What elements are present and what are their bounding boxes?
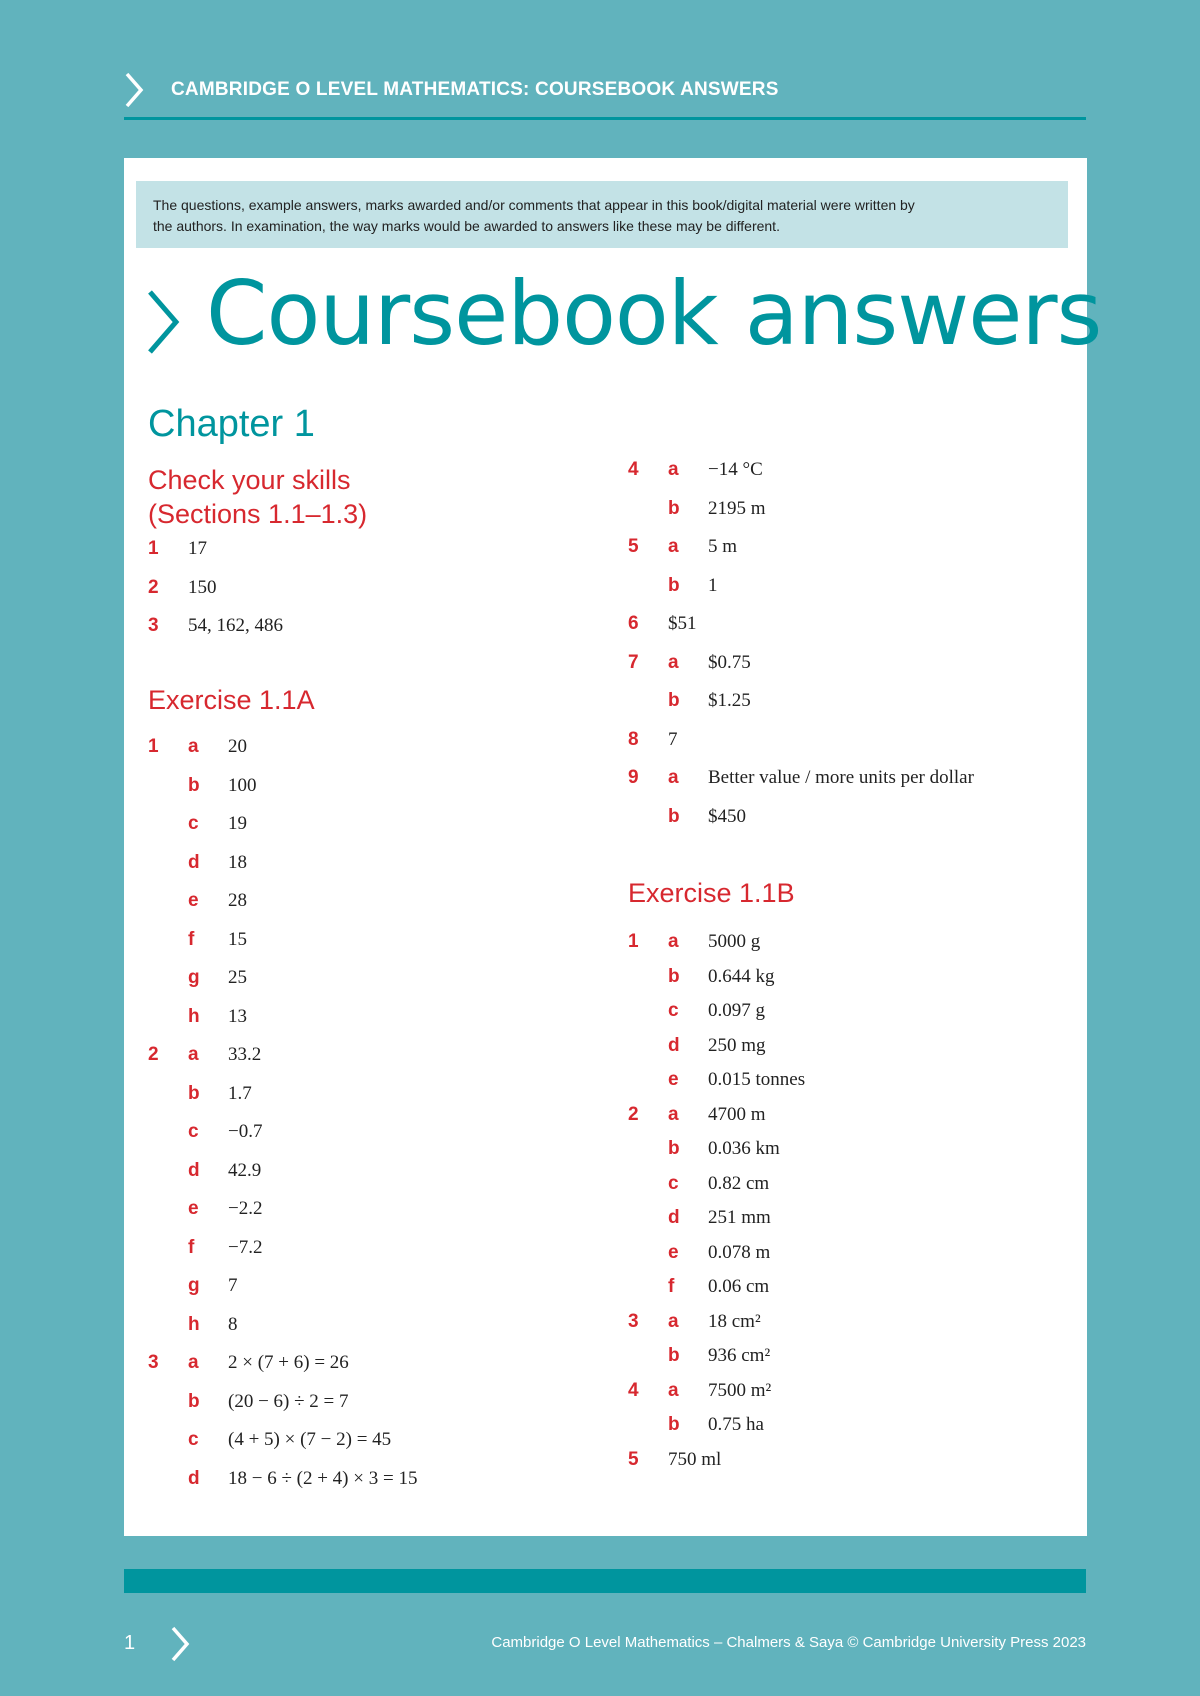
chapter-title: Chapter 1 (148, 403, 315, 445)
answer-text: 0.036 km (708, 1138, 780, 1159)
part-letter: a (668, 651, 679, 673)
section-heading-line: Check your skills (148, 465, 351, 495)
answer-text: 4700 m (708, 1103, 766, 1125)
answer-text: 5 m (708, 536, 738, 557)
answer-text: 7 (668, 728, 678, 750)
header-title: CAMBRIDGE O LEVEL MATHEMATICS: COURSEBOOK ANSWERS (171, 79, 779, 100)
answer-text: 0.82 cm (708, 1172, 770, 1194)
question-number: 5 (628, 536, 639, 557)
part-letter: b (668, 690, 680, 711)
part-letter: e (188, 890, 199, 911)
section-heading (148, 683, 315, 717)
part-letter: d (668, 1207, 680, 1228)
answer-text: Better value / more units per dollar (708, 767, 974, 788)
part-letter: c (668, 1000, 679, 1021)
answer-text: −14 °C (708, 459, 763, 480)
part-letter: g (188, 1275, 200, 1296)
part-letter: f (668, 1276, 675, 1297)
answer-text: (4 + 5) × (7 − 2) = 45 (228, 1429, 392, 1450)
question-number: 1 (148, 538, 159, 559)
answer-text: 33.2 (228, 1044, 262, 1065)
answer-text: 7500 m² (708, 1379, 772, 1401)
question-number: 3 (148, 1352, 159, 1373)
footer-chevron-right-icon (170, 1626, 190, 1662)
answer-text: 0.75 ha (708, 1414, 764, 1435)
answer-text: 17 (188, 538, 207, 559)
part-letter: b (668, 805, 680, 827)
part-letter: a (668, 536, 679, 557)
answer-text: 42.9 (228, 1159, 262, 1181)
question-number: 1 (628, 931, 639, 952)
answer-text: 0.078 m (708, 1241, 771, 1263)
part-letter: b (188, 1082, 200, 1104)
answer-text: 150 (188, 576, 217, 598)
answer-text: 54, 162, 486 (188, 615, 283, 636)
answer-text: −0.7 (228, 1121, 263, 1142)
question-number: 2 (148, 576, 159, 598)
part-letter: b (668, 497, 680, 519)
question-number: 2 (628, 1103, 639, 1125)
answer-text: 19 (228, 813, 247, 834)
answer-text: 18 − 6 ÷ (2 + 4) × 3 = 15 (228, 1467, 418, 1489)
part-letter: a (188, 736, 199, 757)
header-divider (124, 117, 1086, 120)
answer-text: −7.2 (228, 1236, 263, 1258)
part-letter: c (188, 1429, 199, 1450)
answer-text: $0.75 (708, 651, 751, 673)
part-letter: a (668, 1103, 679, 1125)
part-letter: c (188, 813, 199, 834)
part-letter: b (668, 1414, 680, 1435)
answer-text: 15 (228, 928, 247, 950)
content-panel (124, 158, 1102, 1536)
answer-text: 2 × (7 + 6) = 26 (228, 1352, 349, 1373)
part-letter: b (668, 574, 680, 596)
question-number: 4 (628, 1379, 639, 1401)
answer-text: (20 − 6) ÷ 2 = 7 (228, 1390, 349, 1412)
answer-text: 936 cm² (708, 1345, 771, 1366)
answer-text: 5000 g (708, 931, 761, 952)
answer-text: 251 mm (708, 1207, 771, 1228)
part-letter: a (188, 1044, 199, 1065)
answer-text: 750 ml (668, 1448, 722, 1470)
question-number: 5 (628, 1448, 639, 1470)
question-number: 1 (148, 736, 159, 757)
part-letter: a (668, 1310, 679, 1332)
footer-copyright: Cambridge O Level Mathematics – Chalmers & Saya © Cambridge University Press 2023 (491, 1634, 1086, 1651)
answer-text: 0.097 g (708, 1000, 765, 1021)
section-heading (628, 876, 795, 910)
answer-text: 25 (228, 967, 247, 988)
question-number: 8 (628, 728, 639, 750)
answer-text: 28 (228, 890, 247, 911)
answer-text: $1.25 (708, 690, 751, 711)
answer-text: 250 mg (708, 1034, 766, 1056)
part-letter: g (188, 967, 200, 988)
part-letter: c (668, 1172, 679, 1194)
part-letter: b (188, 774, 200, 796)
page-number: 1 (124, 1632, 136, 1654)
question-number: 7 (628, 651, 639, 673)
question-number: 4 (628, 459, 639, 480)
part-letter: d (188, 851, 200, 873)
header-chevron-right-icon (124, 72, 144, 108)
part-letter: e (668, 1241, 679, 1263)
disclaimer-line-2: the authors. In examination, the way marks would be awarded to answers like these may be different. (153, 218, 780, 234)
part-letter: a (668, 767, 679, 788)
answer-text: 1 (708, 574, 718, 596)
part-letter: a (668, 1379, 679, 1401)
answer-text: 1.7 (228, 1082, 252, 1104)
question-number: 2 (148, 1044, 159, 1065)
part-letter: d (668, 1034, 680, 1056)
part-letter: b (668, 1345, 680, 1366)
answer-text: 20 (228, 736, 247, 757)
answer-text: 18 (228, 851, 247, 873)
part-letter: f (188, 928, 195, 950)
section-heading-line: Exercise 1.1B (628, 878, 795, 908)
answer-text: 8 (228, 1313, 238, 1335)
answer-text: 18 cm² (708, 1310, 761, 1332)
part-letter: h (188, 1313, 200, 1335)
answer-text: $450 (708, 805, 746, 827)
question-number: 6 (628, 613, 639, 634)
title-chevron-right-icon (146, 289, 180, 355)
answer-text: 7 (228, 1275, 238, 1296)
footer-bar (124, 1569, 1086, 1593)
answer-text: −2.2 (228, 1198, 263, 1219)
answer-text: 0.06 cm (708, 1276, 770, 1297)
part-letter: e (188, 1198, 199, 1219)
part-letter: e (668, 1069, 679, 1090)
part-letter: b (668, 1138, 680, 1159)
part-letter: f (188, 1236, 195, 1258)
question-number: 9 (628, 767, 639, 788)
part-letter: a (668, 931, 679, 952)
answer-text: 0.644 kg (708, 965, 775, 987)
disclaimer-notice (136, 181, 1068, 248)
question-number: 3 (628, 1310, 639, 1332)
answer-text: 2195 m (708, 497, 766, 519)
part-letter: b (188, 1390, 200, 1412)
question-number: 3 (148, 615, 159, 636)
part-letter: h (188, 1005, 200, 1027)
page-title: Coursebook answers (206, 262, 1102, 365)
section-heading-line: Exercise 1.1A (148, 685, 315, 715)
answer-text: 0.015 tonnes (708, 1069, 806, 1090)
part-letter: a (188, 1352, 199, 1373)
part-letter: c (188, 1121, 199, 1142)
section-heading-line: (Sections 1.1–1.3) (148, 499, 368, 529)
answer-text: $51 (668, 613, 697, 634)
answer-text: 100 (228, 774, 257, 796)
disclaimer-line-1: The questions, example answers, marks awarded and/or comments that appear in this book/digital material were written by (153, 197, 915, 213)
part-letter: d (188, 1159, 200, 1181)
part-letter: d (188, 1467, 200, 1489)
section-heading (148, 463, 367, 531)
part-letter: b (668, 965, 680, 987)
answer-text: 13 (228, 1005, 247, 1027)
part-letter: a (668, 459, 679, 480)
